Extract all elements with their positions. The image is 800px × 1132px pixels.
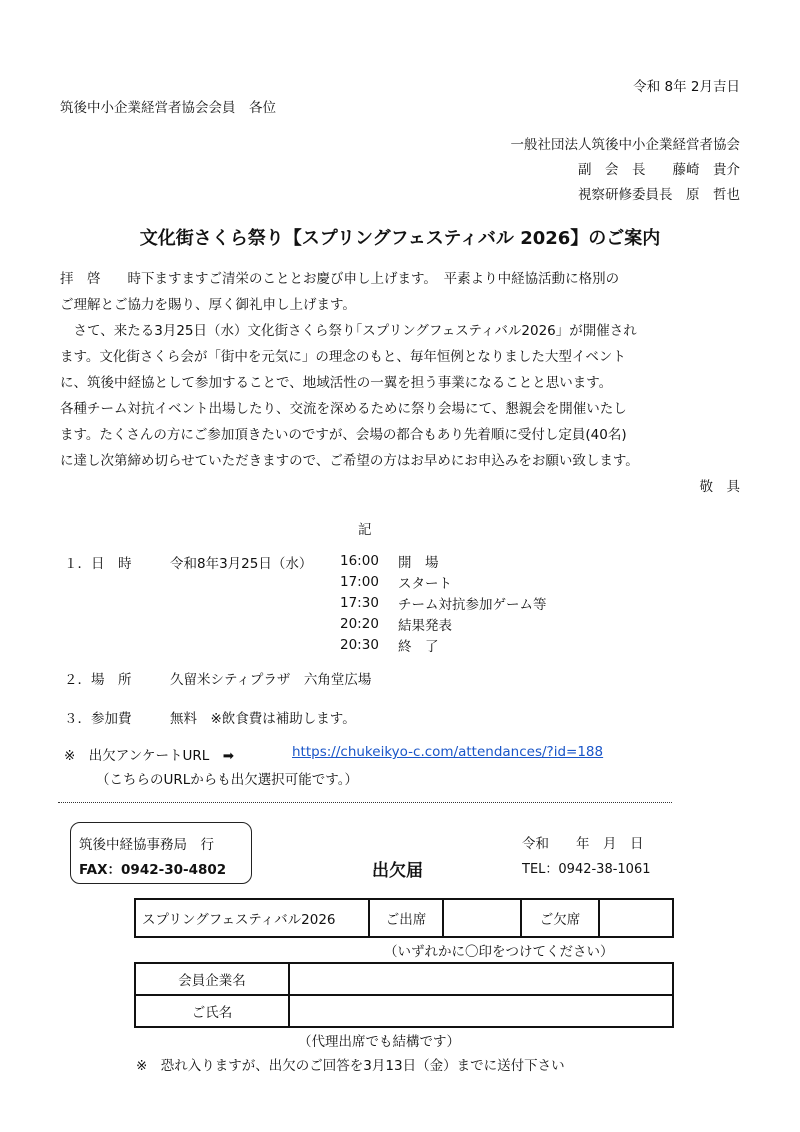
survey-note: （こちらのURLからも出欠選択可能です。） bbox=[96, 772, 358, 788]
schedule-time: 20:20 bbox=[340, 615, 379, 632]
form-title: 出欠届 bbox=[372, 861, 423, 881]
attend-mark-cell[interactable] bbox=[443, 899, 521, 937]
name-row bbox=[135, 995, 673, 1027]
event-date: 令和8年3月25日（水） bbox=[170, 556, 313, 572]
survey-label: ※ 出欠アンケートURL ➡ bbox=[64, 748, 235, 764]
schedule-event: 終 了 bbox=[398, 638, 439, 655]
attendance-row bbox=[135, 899, 673, 937]
recipient: 筑後中小企業経営者協会会員 各位 bbox=[60, 100, 276, 116]
deadline-note: ※ 恐れ入りますが、出欠のご回答を3月13日（金）までに送付下さい bbox=[136, 1058, 565, 1074]
fee-label: ３．参加費 bbox=[64, 711, 132, 727]
schedule-row bbox=[340, 571, 547, 592]
attendance-table bbox=[134, 898, 674, 938]
schedule-row bbox=[340, 592, 547, 613]
schedule-row bbox=[340, 550, 547, 571]
body-line: ご理解とご協力を賜り、厚く御礼申し上げます。 bbox=[60, 297, 356, 313]
schedule-time: 17:30 bbox=[340, 594, 379, 611]
schedule-event: チーム対抗参加ゲーム等 bbox=[398, 596, 547, 613]
schedule-event: 開 場 bbox=[398, 554, 439, 571]
issue-date: 令和 8年 2月吉日 bbox=[633, 79, 740, 95]
fax-address-box bbox=[70, 822, 252, 884]
schedule-event: 結果発表 bbox=[398, 617, 452, 634]
form-date: 令和 年 月 日 bbox=[522, 836, 644, 852]
venue-value: 久留米シティプラザ 六角堂広場 bbox=[170, 672, 372, 688]
body-line: さて、来たる3月25日（水）文化街さくら祭り｢スプリングフェスティバル2026」が開催され bbox=[60, 323, 637, 339]
body-line: ます。たくさんの方にご参加頂きたいのですが、会場の都合もあり先着順に受付し定員(40名) bbox=[60, 427, 627, 443]
venue-label: ２．場 所 bbox=[64, 672, 132, 688]
body-line: に、筑後中経協として参加することで、地域活性の一翼を担う事業になることと思います。 bbox=[60, 375, 613, 391]
closing-phrase: 敬 具 bbox=[699, 479, 740, 495]
name-label: ご氏名 bbox=[135, 995, 289, 1027]
member-info-table bbox=[134, 962, 674, 1028]
company-input-cell[interactable] bbox=[289, 963, 673, 995]
schedule-row bbox=[340, 613, 547, 634]
survey-url-link[interactable]: https://chukeikyo-c.com/attendances/?id=188 bbox=[292, 744, 604, 760]
attend-label: ご出席 bbox=[369, 899, 443, 937]
mark-instruction: （いずれかに〇印をつけてください） bbox=[384, 944, 614, 960]
schedule-event: スタート bbox=[398, 575, 452, 592]
fee-value: 無料 ※飲食費は補助します。 bbox=[170, 711, 356, 727]
ki-heading: 記 bbox=[358, 522, 372, 538]
schedule-table bbox=[340, 550, 547, 655]
schedule-time: 16:00 bbox=[340, 552, 379, 569]
body-line: 各種チーム対抗イベント出場したり、交流を深めるために祭り会場にて、懇親会を開催いたし bbox=[60, 401, 627, 417]
letter-body bbox=[60, 266, 740, 474]
absent-mark-cell[interactable] bbox=[599, 899, 673, 937]
document-title: 文化街さくら祭り【スプリングフェスティバル 2026】のご案内 bbox=[139, 228, 661, 249]
schedule-time: 17:00 bbox=[340, 573, 379, 590]
name-input-cell[interactable] bbox=[289, 995, 673, 1027]
absent-label: ご欠席 bbox=[521, 899, 599, 937]
sender-committee-chair: 視察研修委員長 原 哲也 bbox=[578, 187, 740, 203]
sender-vice-president: 副 会 長 藤崎 貴介 bbox=[578, 162, 740, 178]
company-row bbox=[135, 963, 673, 995]
body-line: 拝 啓 時下ますますご清栄のこととお慶び申し上げます。 平素より中経協活動に格別の bbox=[60, 271, 620, 287]
fax-number: FAX：0942-30-4802 bbox=[79, 862, 227, 878]
fax-recipient: 筑後中経協事務局 行 bbox=[79, 837, 214, 853]
datetime-label: １．日 時 bbox=[64, 556, 132, 572]
sender-organization: 一般社団法人筑後中小企業経営者協会 bbox=[510, 137, 740, 153]
body-line: ます。文化街さくら会が「街中を元気に」の理念のもと、毎年恒例となりました大型イベント bbox=[60, 349, 626, 365]
cut-line bbox=[58, 802, 672, 803]
proxy-note: （代理出席でも結構です） bbox=[298, 1034, 460, 1050]
body-line: に達し次第締め切らせていただきますので、ご希望の方はお早めにお申込みをお願い致します。 bbox=[60, 453, 639, 469]
event-name-cell: スプリングフェスティバル2026 bbox=[135, 899, 369, 937]
schedule-time: 20:30 bbox=[340, 636, 379, 653]
company-label: 会員企業名 bbox=[135, 963, 289, 995]
schedule-row bbox=[340, 634, 547, 655]
form-tel: TEL：0942-38-1061 bbox=[522, 862, 651, 877]
